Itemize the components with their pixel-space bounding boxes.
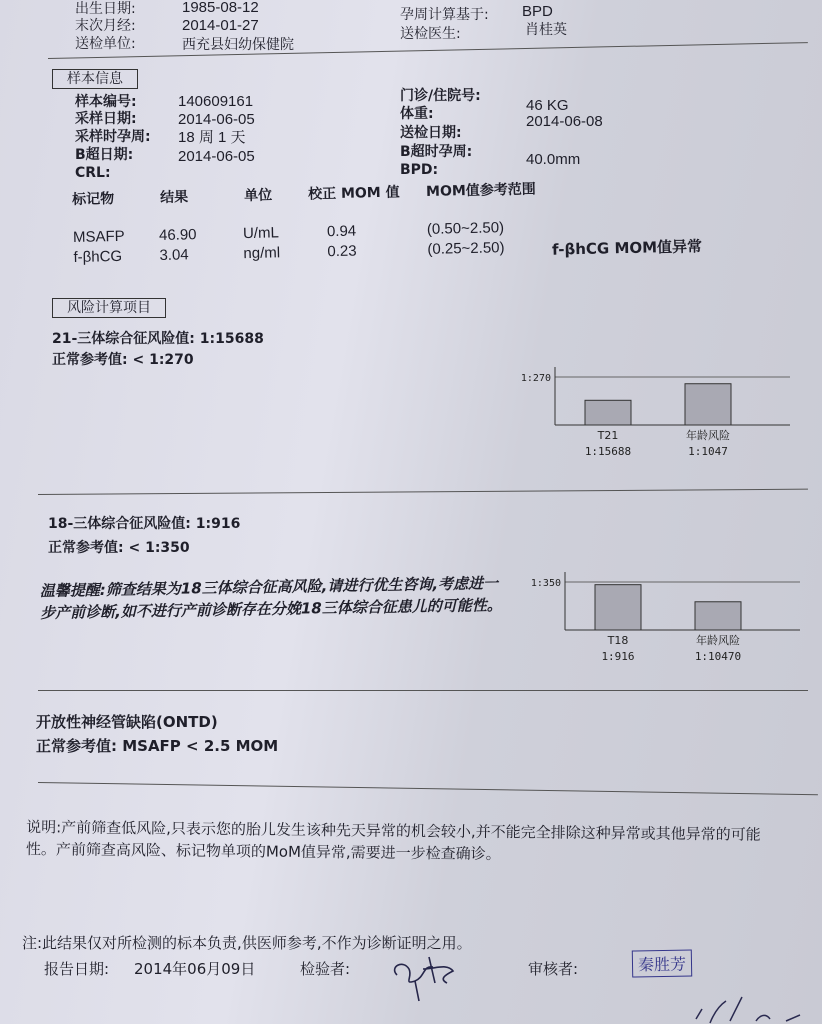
- sample-ga-label: 采样时孕周:: [75, 129, 151, 145]
- marker-range: (0.25~2.50): [427, 239, 505, 258]
- t18-risk-chart: [495, 560, 805, 668]
- report-date-value: 2014年06月09日: [134, 960, 256, 978]
- lmp-value: 2014-01-27: [182, 17, 259, 34]
- weight-label: 体重:: [400, 106, 434, 122]
- tester-label: 检验者:: [300, 960, 351, 978]
- reviewer-stamp: 秦胜芳: [632, 949, 692, 977]
- bpd-label: BPD:: [400, 162, 439, 178]
- category-label: 年龄风险: [686, 429, 730, 442]
- t18-normal-ref: 正常参考值: < 1:350: [48, 540, 190, 556]
- doctor-label: 送检医生:: [400, 26, 461, 42]
- ga-basis-label: 孕周计算基于:: [400, 7, 489, 23]
- clinic-label: 门诊/住院号:: [400, 88, 481, 104]
- birth-value: 1985-08-12: [182, 0, 259, 16]
- marker-result: 46.90: [158, 226, 197, 245]
- tester-signature: [385, 945, 465, 1005]
- crl-label: CRL:: [75, 165, 111, 181]
- doctor-value: 肖桂英: [525, 22, 567, 38]
- reviewer-label: 审核者:: [528, 960, 579, 978]
- markers-header-range: MOM值参考范围: [425, 181, 537, 200]
- category-label: T18: [607, 634, 629, 647]
- marker-name: MSAFP: [72, 227, 125, 246]
- t18-risk-value: 18-三体综合征风险值: 1:916: [48, 516, 241, 532]
- t21-risk-value: 21-三体综合征风险值: 1:15688: [52, 331, 264, 347]
- disclaimer: 注:此结果仅对所检测的标本负责,供医师参考,不作为诊断证明之用。: [22, 934, 472, 952]
- us-date-label: B超日期:: [75, 147, 134, 163]
- category-label: T21: [597, 429, 619, 442]
- t18-warning: 温馨提醒:筛查结果为18三体综合征高风险,请进行优生咨询,考虑进一步产前诊断,如不进行产前诊断存在分娩18三体综合征患儿的可能性。: [39, 574, 502, 623]
- lmp-label: 末次月经:: [75, 18, 136, 34]
- weight-value: 46 KG: [526, 97, 569, 114]
- divider: [38, 782, 818, 795]
- submit-date-value: 2014-06-08: [526, 113, 603, 130]
- risk-value-label: 1:916: [601, 650, 635, 663]
- ga-basis-value: BPD: [522, 3, 553, 20]
- threshold-label: 1:350: [530, 578, 561, 589]
- explanation-note: 说明:产前筛查低风险,只表示您的胎儿发生该种先天异常的机会较小,并不能完全排除这种异常或其他异常的可能性。产前筛查高风险、标记物单项的MoM值异常,需要进一步检查确诊。: [25, 818, 761, 863]
- markers-header-result: 结果: [159, 189, 189, 206]
- sample-date-value: 2014-06-05: [178, 111, 255, 128]
- marker-name: f-βhCG: [73, 247, 123, 266]
- unit-value: 西充县妇幼保健院: [182, 37, 294, 53]
- marker-mom: 0.94: [326, 222, 357, 241]
- section-sample-title: 样本信息: [52, 69, 138, 89]
- sample-date-label: 采样日期:: [75, 111, 137, 127]
- marker-abnormal-note: f-βhCG MOM值异常: [551, 237, 703, 259]
- marker-unit: ng/ml: [243, 244, 281, 263]
- birth-label: 出生日期:: [75, 1, 136, 17]
- risk-bar: [695, 602, 741, 630]
- handwritten-mark: [690, 985, 822, 1024]
- sample-ga-value: 18 周 1 天: [178, 129, 246, 146]
- risk-bar: [685, 384, 731, 425]
- us-ga-label: B超时孕周:: [400, 144, 473, 160]
- marker-range: (0.50~2.50): [426, 219, 505, 238]
- risk-bar: [595, 585, 641, 630]
- report-date-label: 报告日期:: [44, 960, 110, 978]
- threshold-label: 1:270: [520, 373, 551, 384]
- divider: [48, 42, 808, 59]
- bpd-value: 40.0mm: [526, 151, 581, 168]
- risk-value-label: 1:1047: [688, 445, 728, 458]
- us-date-value: 2014-06-05: [178, 148, 255, 165]
- marker-mom: 0.23: [327, 242, 357, 261]
- submit-date-label: 送检日期:: [400, 125, 462, 141]
- unit-label: 送检单位:: [75, 36, 136, 52]
- ontd-title: 开放性神经管缺陷(ONTD): [36, 713, 218, 731]
- markers-header-unit: 单位: [243, 187, 273, 205]
- markers-header-mom: 校正 MOM 值: [307, 184, 400, 203]
- divider: [38, 690, 808, 691]
- risk-value-label: 1:15688: [584, 445, 632, 458]
- marker-result: 3.04: [159, 246, 189, 265]
- ontd-normal-ref: 正常参考值: MSAFP < 2.5 MOM: [36, 737, 279, 755]
- sample-id-label: 样本编号:: [75, 94, 137, 110]
- risk-value-label: 1:10470: [694, 650, 742, 663]
- section-risk-title: 风险计算项目: [52, 298, 166, 318]
- marker-unit: U/mL: [242, 224, 280, 243]
- category-label: 年龄风险: [696, 634, 740, 647]
- divider: [38, 489, 808, 495]
- t21-risk-chart: [485, 355, 795, 470]
- markers-header-name: 标记物: [72, 191, 115, 208]
- risk-bar: [585, 400, 631, 425]
- sample-id-value: 140609161: [178, 93, 254, 110]
- t21-normal-ref: 正常参考值: < 1:270: [52, 352, 194, 368]
